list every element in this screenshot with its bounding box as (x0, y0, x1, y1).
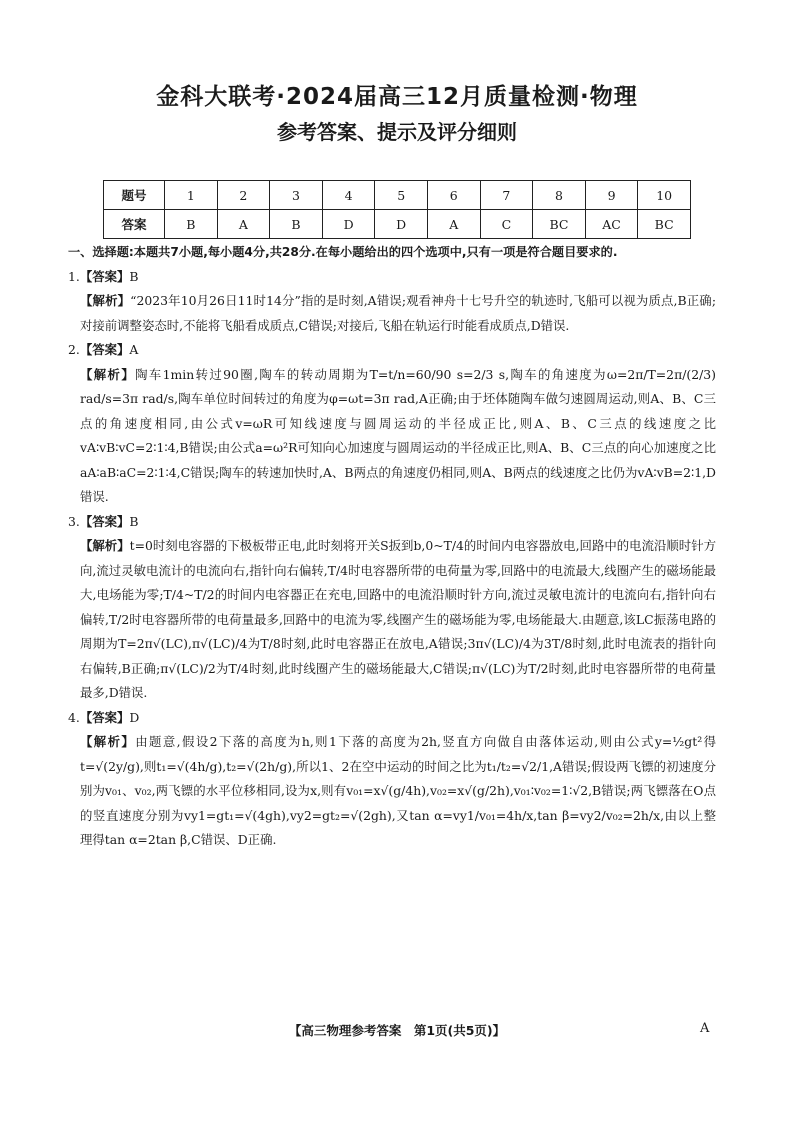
answer-table (103, 180, 691, 239)
document-title: 金科大联考·2024届高三12月质量检测·物理 (156, 84, 638, 110)
answer-cell: D (322, 210, 375, 239)
question-number: 2. (68, 342, 80, 357)
answer-value: B (129, 268, 139, 284)
answer-body (68, 240, 716, 853)
answer-cell: D (375, 210, 428, 239)
analysis-text: 由题意,假设2下落的高度为h,则1下落的高度为2h,竖直方向做自由落体运动,则由公式y=½gt²得t=√(2y/g),则t₁=√(4h/g),t₂=√(2h/g),所以1、2在空中运动的时间之比为t₁/t₂=√2/1,A错误;假设两飞镖的初速度分别为v₀₁、v₀₂,两飞镖的水平位移相同,设为x,则有v₀₁=x√(g/4h),v₀₂=x√(g/2h),v₀₁∶v₀₂=1∶√2,B错误;两飞镖落在O点的竖直速度分别为vy1=gt₁=√(4gh),vy2=gt₂=√(2gh),又tan α=vy1/v₀₁=4h/x,tan β=vy2/v₀₂=2h/x,由以上整理得tan α=2tan β,C错误、D正确. (80, 734, 716, 847)
page-footer: 【高三物理参考答案 第1页(共5页)】 (288, 1023, 506, 1038)
answer-cell: C (480, 210, 533, 239)
paper-version: A (700, 1021, 710, 1036)
answer-cell: BC (533, 210, 586, 239)
question-2-analysis (80, 363, 716, 510)
row-label-number: 题号 (104, 181, 165, 210)
section-heading: 一、选择题:本题共7小题,每小题4分,共28分.在每小题给出的四个选项中,只有一项是符合题目要求的. (68, 245, 618, 259)
question-number-cell: 2 (217, 181, 270, 210)
analysis-text: t=0时刻电容器的下极板带正电,此时刻将开关S扳到b,0~T/4的时间内电容器放电,回路中的电流沿顺时针方向,流过灵敏电流计的电流向右,指针向右偏转,T/4时电容器所带的电荷量为零,回路中的电流最大,线圈产生的磁场能最大,电场能为零;T/4~T/2的时间内电容器正在充电,回路中的电流沿顺时针方向,流过灵敏电流计的电流向右,指针向右偏转,T/2时电容器所带的电荷量最多,回路中的电流为零,线圈产生的磁场能为零,电场能最大.由题意,该LC振荡电路的周期为T=2π√(LC),π√(LC)/4为T/8时刻,此时电容器正在放电,A错误;3π√(LC)/4为3T/8时刻,此时电流表的指针向右偏转,B正确;π√(LC)/2为T/4时刻,此时线圈产生的磁场能最大,C错误;π√(LC)为T/2时刻,此时电容器所带的电荷量最多,D错误. (80, 538, 716, 700)
answer-cell: BC (638, 210, 691, 239)
question-number-cell: 3 (270, 181, 323, 210)
answer-table-answer-row (104, 210, 691, 239)
analysis-tag: 【解析】 (80, 734, 136, 749)
question-number-cell: 9 (585, 181, 638, 210)
question-1-analysis (80, 289, 716, 338)
answer-cell: A (427, 210, 480, 239)
question-3-analysis (80, 534, 716, 706)
answer-table-number-row (104, 181, 691, 210)
question-1-answer (68, 265, 716, 290)
answer-tag: 【答案】 (79, 709, 130, 725)
question-number-cell: 5 (375, 181, 428, 210)
question-2-answer (68, 338, 716, 363)
question-4-answer (68, 706, 716, 731)
analysis-tag: 【解析】 (80, 366, 136, 382)
answer-cell: AC (585, 210, 638, 239)
document-subtitle: 参考答案、提示及评分细则 (277, 120, 517, 144)
analysis-text: “2023年10月26日11时14分”指的是时刻,A错误;观看神舟十七号升空的轨迹时,飞船可以视为质点,B正确;对接前调整姿态时,不能将飞船看成质点,C错误;对接后,飞船在轨运行时能看成质点,D错误. (80, 293, 716, 333)
answer-tag: 【答案】 (79, 342, 130, 357)
question-number-cell: 8 (533, 181, 586, 210)
question-number-cell: 4 (322, 181, 375, 210)
analysis-tag: 【解析】 (80, 293, 131, 308)
answer-value: B (129, 513, 139, 529)
question-number: 3. (68, 513, 80, 529)
answer-cell: B (165, 210, 218, 239)
answer-tag: 【答案】 (79, 513, 130, 529)
answer-tag: 【答案】 (79, 268, 130, 284)
answer-value: A (129, 342, 139, 357)
analysis-tag: 【解析】 (80, 538, 130, 553)
answer-cell: B (270, 210, 323, 239)
question-3-answer (68, 510, 716, 535)
question-number-cell: 6 (427, 181, 480, 210)
answer-value: D (129, 709, 140, 725)
question-number-cell: 7 (480, 181, 533, 210)
answer-cell: A (217, 210, 270, 239)
row-label-answer: 答案 (104, 210, 165, 239)
question-number: 4. (68, 709, 80, 725)
question-number: 1. (68, 268, 80, 284)
question-number-cell: 1 (165, 181, 218, 210)
question-4-analysis (80, 730, 716, 853)
analysis-text: 陶车1min转过90圈,陶车的转动周期为T=t/n=60/90 s=2/3 s,陶车的角速度为ω=2π/T=2π/(2/3) rad/s=3π rad/s,陶车单位时间转过的角度为φ=ωt=3π rad,A正确;由于坯体随陶车做匀速圆周运动,则A、B、C三点的角速度相同,由公式v=ωR可知线速度与圆周运动的半径成正比,则A、B、C三点的线速度之比vA∶vB∶vC=2∶1∶4,B错误;由公式a=ω²R可知向心加速度与圆周运动的半径成正比,则A、B、C三点的向心加速度之比aA∶aB∶aC=2∶1∶4,C错误;陶车的转速加快时,A、B两点的角速度仍相同,则A、B两点的线速度之比仍为vA∶vB=2∶1,D错误. (80, 366, 716, 504)
question-number-cell: 10 (638, 181, 691, 210)
